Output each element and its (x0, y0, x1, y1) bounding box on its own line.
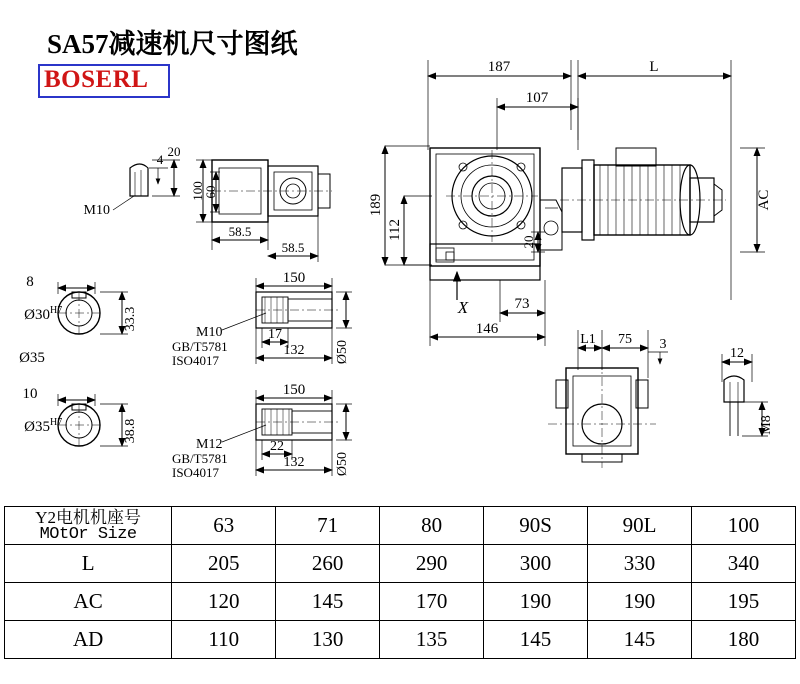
dim-d35h7: Ø35 (24, 419, 50, 435)
table-cell-ac-1: 145 (276, 583, 380, 621)
table-row (5, 545, 796, 583)
label-m12-flange: M12 (196, 437, 223, 452)
table-cell-l-1: 260 (276, 545, 380, 583)
table-cell-l-5: 340 (691, 545, 795, 583)
dim-100: 100 (190, 181, 205, 201)
dim-58-5-b: 58.5 (281, 240, 305, 255)
table-header-label-en: MOtOr Size (39, 524, 137, 544)
dim-3: 3 (659, 337, 667, 352)
label-iso04017-a: ISO4017 (172, 353, 219, 368)
dim-d30: Ø30 (24, 307, 50, 323)
table-cell-ad-2: 135 (380, 621, 484, 659)
dim-75: 75 (618, 332, 632, 347)
table-cell-ad-0: 110 (172, 621, 276, 659)
table-header-c3: 90S (484, 507, 588, 545)
table-cell-ad-4: 145 (588, 621, 692, 659)
dim-150-a: 150 (282, 270, 306, 286)
dim-4-key: 4 (156, 152, 164, 167)
table-header-c1: 71 (276, 507, 380, 545)
table-cell-ad-1: 130 (276, 621, 380, 659)
table-cell-ac-4: 190 (588, 583, 692, 621)
dim-AC: AC (756, 189, 772, 211)
dim-10: 10 (22, 386, 38, 402)
dim-17: 17 (268, 327, 282, 342)
table-row-label-ad: AD (5, 621, 172, 659)
dim-107: 107 (525, 90, 549, 106)
dim-112: 112 (387, 219, 403, 241)
dim-12: 12 (730, 346, 744, 361)
table-header-c2: 80 (380, 507, 484, 545)
dim-20-body: 20 (521, 235, 536, 249)
dim-d35: Ø35 (19, 350, 45, 366)
table-row-label-ac: AC (5, 583, 172, 621)
table-row-label-l: L (5, 545, 172, 583)
table-cell-l-3: 300 (484, 545, 588, 583)
dim-L1: L1 (580, 332, 596, 347)
label-gb-t5781-a: GB/T5781 (172, 339, 228, 354)
table-cell-l-4: 330 (588, 545, 692, 583)
table-header-c5: 100 (691, 507, 795, 545)
table-cell-ac-3: 190 (484, 583, 588, 621)
label-iso04017-b: ISO4017 (172, 465, 219, 480)
table-cell-ac-2: 170 (380, 583, 484, 621)
logo-text: BOSERL (44, 66, 149, 93)
table-header-label-cn: Y2电机机座号 (35, 507, 142, 527)
table-header-c4: 90L (588, 507, 692, 545)
dim-d30-tol: H7 (50, 305, 63, 316)
table-cell-ad-3: 145 (484, 621, 588, 659)
dim-132-b: 132 (283, 455, 305, 470)
dim-L: L (649, 59, 659, 75)
table-header-c0: 63 (172, 507, 276, 545)
table-cell-l-0: 205 (172, 545, 276, 583)
label-m10-key: M10 (83, 203, 110, 218)
table-header-label (5, 507, 172, 545)
dim-M8: M8 (759, 415, 774, 435)
spec-table (4, 506, 796, 659)
table-row-header (5, 507, 796, 545)
table-row (5, 583, 796, 621)
page-title: SA57减速机尺寸图纸 (47, 29, 298, 59)
table-cell-ad-5: 180 (691, 621, 795, 659)
dim-187: 187 (487, 59, 511, 75)
label-gb-t5781-b: GB/T5781 (172, 451, 228, 466)
dim-d35h7-tol: H7 (50, 417, 63, 428)
dim-d50-a: Ø50 (335, 339, 350, 365)
dim-33-3: 33.3 (123, 306, 138, 332)
table-cell-ac-5: 195 (691, 583, 795, 621)
label-m10-flange: M10 (196, 325, 223, 340)
dim-150-b: 150 (282, 382, 306, 398)
dim-8: 8 (26, 274, 34, 290)
table-cell-l-2: 290 (380, 545, 484, 583)
dim-189: 189 (368, 193, 384, 217)
dim-20-key: 20 (167, 144, 181, 159)
marker-x: X (457, 298, 469, 317)
dim-60: 60 (203, 185, 218, 199)
dim-132-a: 132 (283, 343, 305, 358)
dim-58-5-a: 58.5 (228, 224, 252, 239)
table-cell-ac-0: 120 (172, 583, 276, 621)
dim-73: 73 (514, 296, 530, 312)
dim-38-8: 38.8 (123, 418, 138, 444)
table-row (5, 621, 796, 659)
dim-d50-b: Ø50 (335, 451, 350, 477)
dim-22: 22 (270, 439, 284, 454)
dim-146: 146 (475, 321, 499, 337)
